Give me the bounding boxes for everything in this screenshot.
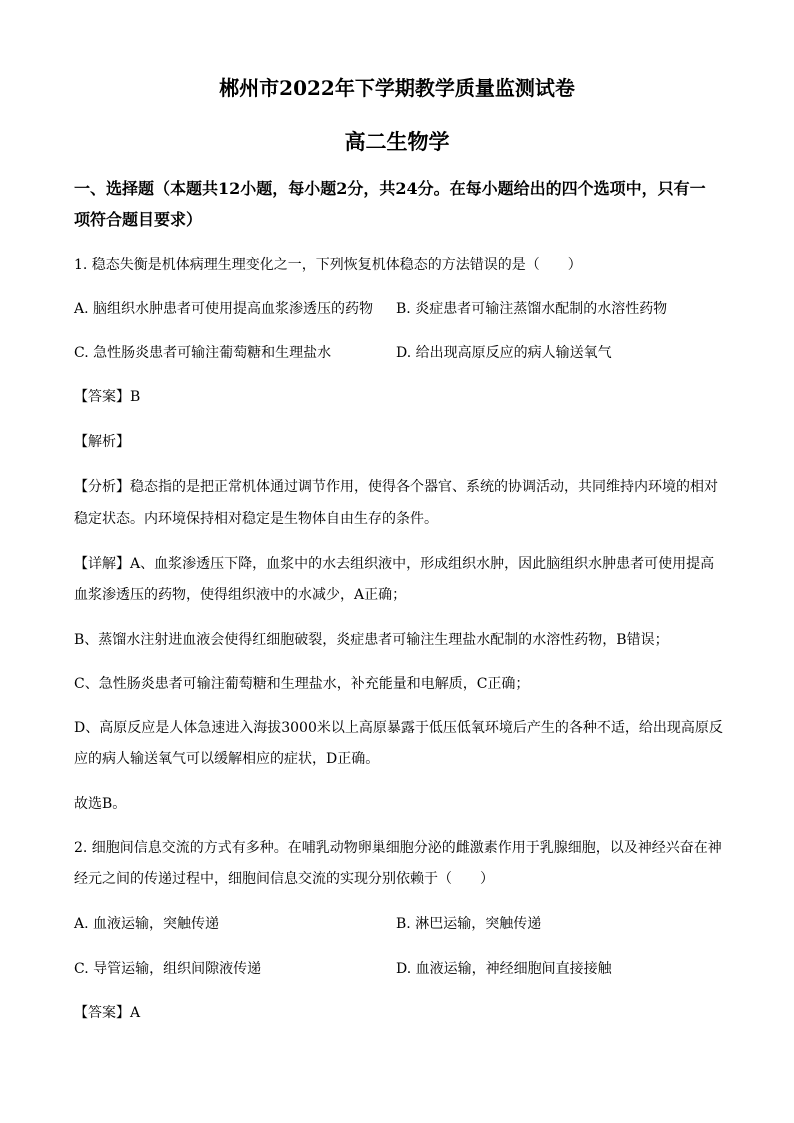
question-1-c-explanation: C、急性肠炎患者可输注葡萄糖和生理盐水，补充能量和电解质，C正确； [74,676,530,692]
section-heading-line1: 一、选择题（本题共12小题，每小题2分，共24分。在每小题给出的四个选项中，只有一 [74,179,706,198]
question-1-d-explanation-line2: 应的病人输送氧气可以缓解相应的症状，D正确。 [74,751,380,767]
question-2-answer: 【答案】A [74,1005,141,1021]
question-2-stem-line1: 2. 细胞间信息交流的方式有多种。在哺乳动物卵巢细胞分泌的雌激素作用于乳腺细胞，以及神经兴奋在神 [74,840,722,856]
question-2-option-c: C. 导管运输，组织间隙液传递 [74,961,262,977]
question-1-answer: 【答案】B [74,389,141,405]
question-1-fenxi-line2: 稳定状态。内环境保持相对稳定是生物体自由生存的条件。 [74,511,438,527]
question-1-b-explanation: B、蒸馏水注射进血液会使得红细胞破裂，炎症患者可输注生理盐水配制的水溶性药物，B错误； [74,632,669,648]
question-2-option-a: A. 血液运输，突触传递 [74,916,220,932]
question-1-conclusion: 故选B。 [74,796,127,812]
section-heading-line2: 项符合题目要求） [74,210,203,229]
question-1-xiangjie-line2: 血浆渗透压的药物，使得组织液中的水减少，A正确； [74,587,407,603]
question-2-option-d: D. 血液运输，神经细胞间直接接触 [396,961,612,977]
question-1-xiangjie-line1: 【详解】A、血浆渗透压下降，血浆中的水去组织液中，形成组织水肿，因此脑组织水肿患者可使用提高 [74,556,715,572]
question-1-d-explanation-line1: D、高原反应是人体急速进入海拔3000米以上高原暴露于低压低氧环境后产生的各种不适，给出现高原反 [74,720,723,736]
question-1-option-a: A. 脑组织水肿患者可使用提高血浆渗透压的药物 [74,301,374,317]
question-1-option-b: B. 炎症患者可输注蒸馏水配制的水溶性药物 [396,301,668,317]
question-1-analysis-label: 【解析】 [74,434,130,450]
exam-title: 郴州市2022年下学期教学质量监测试卷 [219,76,575,100]
question-1-option-d: D. 给出现高原反应的病人输送氧气 [396,345,612,361]
exam-subtitle: 高二生物学 [344,129,450,154]
question-1-stem: 1. 稳态失衡是机体病理生理变化之一，下列恢复机体稳态的方法错误的是（ ） [74,257,582,273]
question-2-option-b: B. 淋巴运输，突触传递 [396,916,542,932]
question-2-stem-line2: 经元之间的传递过程中，细胞间信息交流的实现分别依赖于（ ） [74,871,494,887]
question-1-option-c: C. 急性肠炎患者可输注葡萄糖和生理盐水 [74,345,332,361]
question-1-fenxi-line1: 【分析】稳态指的是把正常机体通过调节作用，使得各个器官、系统的协调活动，共同维持内环境的相对 [74,479,718,495]
